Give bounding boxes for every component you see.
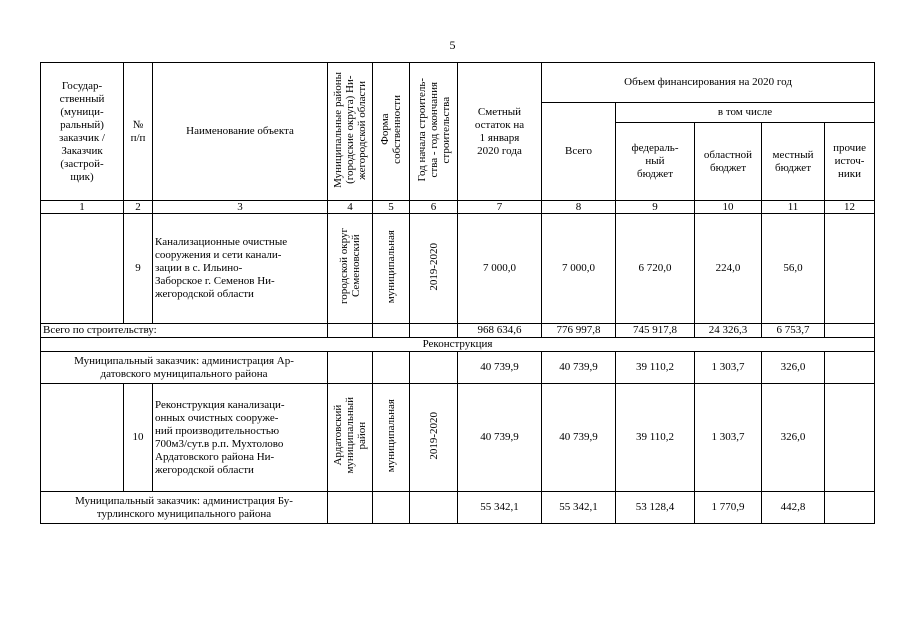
table-row-object-10 <box>41 384 875 492</box>
column-number-row <box>41 201 875 214</box>
total: 7 000,0 <box>542 214 616 324</box>
column-number: 12 <box>825 201 875 214</box>
header-federal: федераль- ный бюджет <box>616 123 695 201</box>
column-number: 6 <box>410 201 458 214</box>
regional: 1 770,9 <box>695 492 762 524</box>
balance: 7 000,0 <box>458 214 542 324</box>
header-financing: Объем финансирования на 2020 год <box>542 63 875 103</box>
federal: 745 917,8 <box>616 324 695 338</box>
header-object-name: Наименование объекта <box>153 63 328 201</box>
total: 40 739,9 <box>542 352 616 384</box>
customer-label: Муниципальный заказчик: администрация Ар- датовского муниципального района <box>41 352 328 384</box>
section-title: Реконструкция <box>41 338 875 352</box>
balance: 968 634,6 <box>458 324 542 338</box>
total-label: Всего по строительству: <box>41 324 328 338</box>
federal: 39 110,2 <box>616 384 695 492</box>
header-balance: Сметный остаток на 1 января 2020 года <box>458 63 542 201</box>
other <box>825 324 875 338</box>
other <box>825 492 875 524</box>
regional: 1 303,7 <box>695 384 762 492</box>
regional: 224,0 <box>695 214 762 324</box>
header-num: № п/п <box>124 63 153 201</box>
header-other: прочие источ- ники <box>825 123 875 201</box>
table-row-customer-ardatov <box>41 352 875 384</box>
header-districts: Муниципальные районы (городские округа) Ни- жегородской области <box>328 63 373 201</box>
section-row-reconstruction <box>41 338 875 352</box>
column-number: 7 <box>458 201 542 214</box>
balance: 55 342,1 <box>458 492 542 524</box>
balance: 40 739,9 <box>458 384 542 492</box>
header-row-1 <box>41 63 875 103</box>
header-total: Всего <box>542 103 616 201</box>
header-ownership: Форма собственности <box>373 63 410 201</box>
page-number: 5 <box>449 38 456 52</box>
column-number: 2 <box>124 201 153 214</box>
financing-table <box>40 62 875 524</box>
header-regional: областной бюджет <box>695 123 762 201</box>
table-row-construction-total <box>41 324 875 338</box>
header-customer: Государ- ственный (муници- pальный) заказчик / Заказчик (застрой- щик) <box>41 63 124 201</box>
column-number: 8 <box>542 201 616 214</box>
local: 442,8 <box>762 492 825 524</box>
column-number: 11 <box>762 201 825 214</box>
table-row-object-9 <box>41 214 875 324</box>
customer-label: Муниципальный заказчик: администрация Бу- турлинского муниципального района <box>41 492 328 524</box>
balance: 40 739,9 <box>458 352 542 384</box>
column-number: 9 <box>616 201 695 214</box>
ownership: муниципальная <box>373 384 410 492</box>
total: 776 997,8 <box>542 324 616 338</box>
other <box>825 214 875 324</box>
column-number: 5 <box>373 201 410 214</box>
header-local: местный бюджет <box>762 123 825 201</box>
column-number: 4 <box>328 201 373 214</box>
header-years: Год начала строитель- ства - год окончания строительства <box>410 63 458 201</box>
object-name: Реконструкция канализаци- онных очистных сооруже- ний производительностью 700м3/сут.в р.п. Мухтолово Ардатовского района Ни- жегородской области <box>153 384 328 492</box>
federal: 6 720,0 <box>616 214 695 324</box>
federal: 39 110,2 <box>616 352 695 384</box>
federal: 53 128,4 <box>616 492 695 524</box>
years: 2019-2020 <box>410 384 458 492</box>
column-number: 3 <box>153 201 328 214</box>
table-row-customer-buturlino <box>41 492 875 524</box>
header-including: в том числе <box>616 103 875 123</box>
district: городской округ Семеновский <box>328 214 373 324</box>
other <box>825 352 875 384</box>
other <box>825 384 875 492</box>
local: 326,0 <box>762 384 825 492</box>
row-num: 9 <box>124 214 153 324</box>
total: 55 342,1 <box>542 492 616 524</box>
regional: 24 326,3 <box>695 324 762 338</box>
row-num: 10 <box>124 384 153 492</box>
local: 6 753,7 <box>762 324 825 338</box>
column-number: 10 <box>695 201 762 214</box>
regional: 1 303,7 <box>695 352 762 384</box>
total: 40 739,9 <box>542 384 616 492</box>
local: 56,0 <box>762 214 825 324</box>
column-number: 1 <box>41 201 124 214</box>
years: 2019-2020 <box>410 214 458 324</box>
object-name: Канализационные очистные сооружения и сети канали- зации в с. Ильино- Заборское г. Семенов Ни- жегородской области <box>153 214 328 324</box>
local: 326,0 <box>762 352 825 384</box>
district: Ардатовский муниципальный район <box>328 384 373 492</box>
ownership: муниципальная <box>373 214 410 324</box>
